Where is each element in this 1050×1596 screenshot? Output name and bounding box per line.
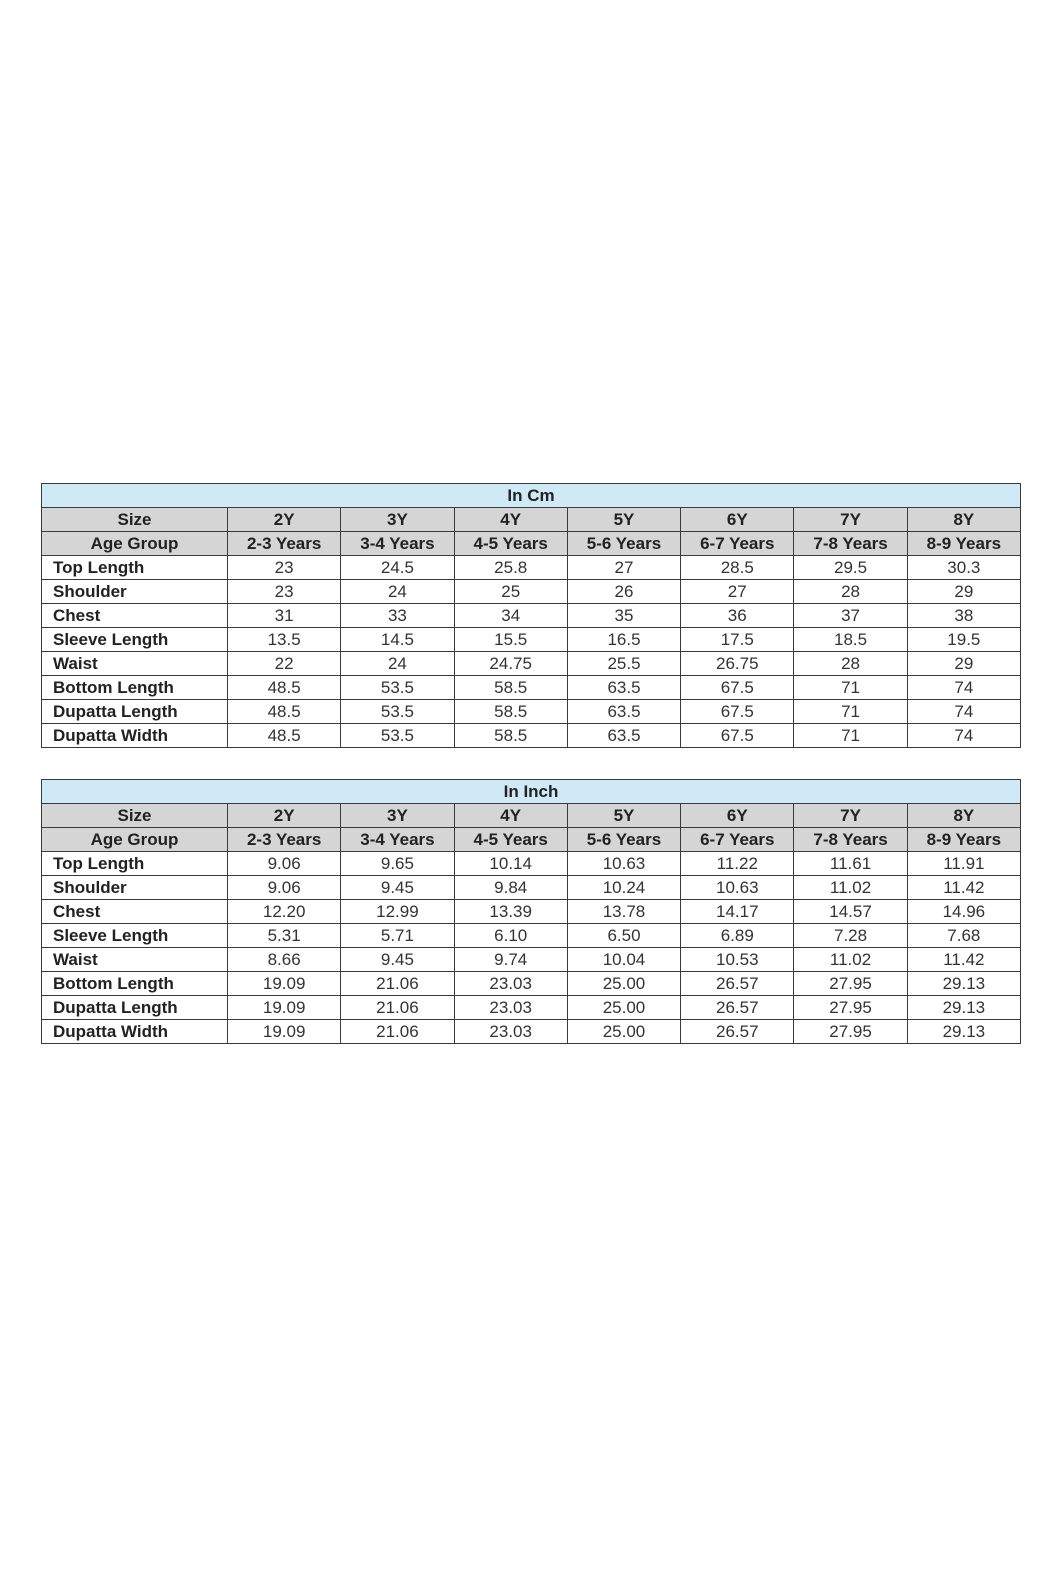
measurement-value: 25.5 xyxy=(567,652,680,676)
measurement-value: 9.06 xyxy=(228,852,341,876)
measurement-value: 15.5 xyxy=(454,628,567,652)
measurement-value: 14.57 xyxy=(794,900,907,924)
measurement-label: Bottom Length xyxy=(42,676,228,700)
measurement-value: 12.99 xyxy=(341,900,454,924)
measurement-value: 22 xyxy=(228,652,341,676)
measurement-value: 48.5 xyxy=(228,724,341,748)
measurement-value: 58.5 xyxy=(454,700,567,724)
table-row xyxy=(42,652,1021,676)
measurement-value: 23 xyxy=(228,556,341,580)
measurement-value: 67.5 xyxy=(681,724,794,748)
measurement-label: Shoulder xyxy=(42,580,228,604)
age-group-cell: 3-4 Years xyxy=(341,532,454,556)
measurement-value: 24.5 xyxy=(341,556,454,580)
size-header-row xyxy=(42,508,1021,532)
measurement-value: 21.06 xyxy=(341,972,454,996)
size-header-cell: 2Y xyxy=(228,508,341,532)
measurement-value: 19.09 xyxy=(228,972,341,996)
measurement-value: 19.5 xyxy=(907,628,1020,652)
table-title: In Cm xyxy=(42,484,1021,508)
measurement-label: Dupatta Width xyxy=(42,1020,228,1044)
measurement-value: 74 xyxy=(907,676,1020,700)
measurement-value: 38 xyxy=(907,604,1020,628)
measurement-value: 11.02 xyxy=(794,876,907,900)
measurement-value: 23.03 xyxy=(454,972,567,996)
measurement-value: 24 xyxy=(341,652,454,676)
measurement-value: 11.42 xyxy=(907,948,1020,972)
measurement-value: 14.96 xyxy=(907,900,1020,924)
age-group-cell: 4-5 Years xyxy=(454,828,567,852)
table-row xyxy=(42,972,1021,996)
table-row xyxy=(42,900,1021,924)
table-row xyxy=(42,604,1021,628)
measurement-value: 29.13 xyxy=(907,996,1020,1020)
measurement-value: 24.75 xyxy=(454,652,567,676)
size-label: Size xyxy=(42,508,228,532)
measurement-value: 16.5 xyxy=(567,628,680,652)
measurement-label: Dupatta Width xyxy=(42,724,228,748)
measurement-value: 7.68 xyxy=(907,924,1020,948)
measurement-value: 11.42 xyxy=(907,876,1020,900)
measurement-value: 25 xyxy=(454,580,567,604)
table-title: In Inch xyxy=(42,780,1021,804)
table-row xyxy=(42,676,1021,700)
measurement-value: 28 xyxy=(794,580,907,604)
measurement-label: Dupatta Length xyxy=(42,996,228,1020)
measurement-value: 25.00 xyxy=(567,1020,680,1044)
measurement-value: 63.5 xyxy=(567,676,680,700)
measurement-value: 5.31 xyxy=(228,924,341,948)
table-row xyxy=(42,580,1021,604)
age-group-cell: 2-3 Years xyxy=(228,532,341,556)
measurement-value: 67.5 xyxy=(681,700,794,724)
measurement-value: 23 xyxy=(228,580,341,604)
age-group-cell: 7-8 Years xyxy=(794,532,907,556)
measurement-value: 10.63 xyxy=(567,852,680,876)
measurement-value: 29.5 xyxy=(794,556,907,580)
age-group-label: Age Group xyxy=(42,532,228,556)
measurement-value: 35 xyxy=(567,604,680,628)
measurement-value: 8.66 xyxy=(228,948,341,972)
measurement-value: 27.95 xyxy=(794,1020,907,1044)
table-title-row xyxy=(42,780,1021,804)
measurement-value: 25.00 xyxy=(567,996,680,1020)
measurement-value: 19.09 xyxy=(228,996,341,1020)
table-row xyxy=(42,700,1021,724)
measurement-value: 29 xyxy=(907,652,1020,676)
size-header-cell: 8Y xyxy=(907,508,1020,532)
measurement-value: 9.65 xyxy=(341,852,454,876)
size-header-cell: 4Y xyxy=(454,804,567,828)
table-row xyxy=(42,724,1021,748)
measurement-value: 9.45 xyxy=(341,948,454,972)
measurement-value: 11.61 xyxy=(794,852,907,876)
measurement-value: 28.5 xyxy=(681,556,794,580)
measurement-value: 71 xyxy=(794,700,907,724)
table-row xyxy=(42,924,1021,948)
measurement-value: 74 xyxy=(907,724,1020,748)
measurement-value: 14.5 xyxy=(341,628,454,652)
measurement-value: 17.5 xyxy=(681,628,794,652)
measurement-value: 10.04 xyxy=(567,948,680,972)
measurement-label: Bottom Length xyxy=(42,972,228,996)
size-chart-cm xyxy=(41,483,1021,748)
size-chart-inch xyxy=(41,779,1021,1044)
measurement-value: 26.57 xyxy=(681,1020,794,1044)
measurement-value: 11.22 xyxy=(681,852,794,876)
measurement-value: 37 xyxy=(794,604,907,628)
measurement-value: 9.74 xyxy=(454,948,567,972)
measurement-value: 10.24 xyxy=(567,876,680,900)
measurement-value: 48.5 xyxy=(228,700,341,724)
measurement-value: 6.50 xyxy=(567,924,680,948)
size-header-cell: 7Y xyxy=(794,804,907,828)
age-group-cell: 8-9 Years xyxy=(907,828,1020,852)
measurement-label: Dupatta Length xyxy=(42,700,228,724)
measurement-value: 24 xyxy=(341,580,454,604)
measurement-value: 21.06 xyxy=(341,1020,454,1044)
table-row xyxy=(42,852,1021,876)
measurement-value: 53.5 xyxy=(341,700,454,724)
age-group-cell: 6-7 Years xyxy=(681,532,794,556)
size-header-cell: 6Y xyxy=(681,804,794,828)
size-header-cell: 2Y xyxy=(228,804,341,828)
measurement-value: 29 xyxy=(907,580,1020,604)
measurement-value: 12.20 xyxy=(228,900,341,924)
table-row xyxy=(42,628,1021,652)
size-header-cell: 3Y xyxy=(341,508,454,532)
measurement-value: 13.5 xyxy=(228,628,341,652)
table-row xyxy=(42,556,1021,580)
size-header-cell: 6Y xyxy=(681,508,794,532)
measurement-value: 18.5 xyxy=(794,628,907,652)
measurement-value: 30.3 xyxy=(907,556,1020,580)
age-group-cell: 3-4 Years xyxy=(341,828,454,852)
measurement-value: 10.53 xyxy=(681,948,794,972)
measurement-value: 26.57 xyxy=(681,972,794,996)
measurement-label: Waist xyxy=(42,948,228,972)
age-group-cell: 6-7 Years xyxy=(681,828,794,852)
measurement-label: Chest xyxy=(42,604,228,628)
size-label: Size xyxy=(42,804,228,828)
table-row xyxy=(42,876,1021,900)
measurement-value: 21.06 xyxy=(341,996,454,1020)
measurement-value: 23.03 xyxy=(454,996,567,1020)
measurement-value: 26 xyxy=(567,580,680,604)
measurement-value: 27 xyxy=(567,556,680,580)
measurement-label: Top Length xyxy=(42,852,228,876)
measurement-label: Chest xyxy=(42,900,228,924)
measurement-label: Shoulder xyxy=(42,876,228,900)
size-header-row xyxy=(42,804,1021,828)
measurement-value: 9.84 xyxy=(454,876,567,900)
measurement-value: 13.39 xyxy=(454,900,567,924)
measurement-value: 5.71 xyxy=(341,924,454,948)
measurement-value: 25.8 xyxy=(454,556,567,580)
measurement-value: 6.89 xyxy=(681,924,794,948)
size-header-cell: 8Y xyxy=(907,804,1020,828)
age-group-cell: 5-6 Years xyxy=(567,828,680,852)
measurement-value: 29.13 xyxy=(907,972,1020,996)
measurement-value: 29.13 xyxy=(907,1020,1020,1044)
measurement-value: 26.57 xyxy=(681,996,794,1020)
table-row xyxy=(42,948,1021,972)
measurement-value: 7.28 xyxy=(794,924,907,948)
measurement-value: 53.5 xyxy=(341,676,454,700)
age-group-row xyxy=(42,828,1021,852)
size-header-cell: 3Y xyxy=(341,804,454,828)
measurement-value: 58.5 xyxy=(454,676,567,700)
measurement-value: 74 xyxy=(907,700,1020,724)
measurement-label: Sleeve Length xyxy=(42,924,228,948)
age-group-cell: 7-8 Years xyxy=(794,828,907,852)
age-group-cell: 4-5 Years xyxy=(454,532,567,556)
measurement-value: 27.95 xyxy=(794,996,907,1020)
measurement-value: 13.78 xyxy=(567,900,680,924)
measurement-value: 10.63 xyxy=(681,876,794,900)
table-title-row xyxy=(42,484,1021,508)
measurement-value: 27.95 xyxy=(794,972,907,996)
measurement-value: 71 xyxy=(794,676,907,700)
size-header-cell: 5Y xyxy=(567,804,680,828)
size-header-cell: 7Y xyxy=(794,508,907,532)
measurement-value: 63.5 xyxy=(567,700,680,724)
age-group-label: Age Group xyxy=(42,828,228,852)
age-group-cell: 5-6 Years xyxy=(567,532,680,556)
measurement-label: Top Length xyxy=(42,556,228,580)
measurement-label: Sleeve Length xyxy=(42,628,228,652)
size-header-cell: 4Y xyxy=(454,508,567,532)
measurement-value: 36 xyxy=(681,604,794,628)
measurement-value: 71 xyxy=(794,724,907,748)
measurement-value: 26.75 xyxy=(681,652,794,676)
measurement-value: 25.00 xyxy=(567,972,680,996)
size-header-cell: 5Y xyxy=(567,508,680,532)
age-group-row xyxy=(42,532,1021,556)
measurement-value: 19.09 xyxy=(228,1020,341,1044)
measurement-value: 53.5 xyxy=(341,724,454,748)
measurement-value: 9.06 xyxy=(228,876,341,900)
measurement-value: 11.91 xyxy=(907,852,1020,876)
measurement-value: 14.17 xyxy=(681,900,794,924)
table-row xyxy=(42,996,1021,1020)
measurement-value: 34 xyxy=(454,604,567,628)
measurement-value: 9.45 xyxy=(341,876,454,900)
measurement-value: 67.5 xyxy=(681,676,794,700)
measurement-value: 33 xyxy=(341,604,454,628)
measurement-label: Waist xyxy=(42,652,228,676)
measurement-value: 6.10 xyxy=(454,924,567,948)
measurement-value: 28 xyxy=(794,652,907,676)
measurement-value: 11.02 xyxy=(794,948,907,972)
measurement-value: 58.5 xyxy=(454,724,567,748)
measurement-value: 31 xyxy=(228,604,341,628)
age-group-cell: 2-3 Years xyxy=(228,828,341,852)
table-row xyxy=(42,1020,1021,1044)
measurement-value: 63.5 xyxy=(567,724,680,748)
measurement-value: 48.5 xyxy=(228,676,341,700)
measurement-value: 23.03 xyxy=(454,1020,567,1044)
measurement-value: 10.14 xyxy=(454,852,567,876)
measurement-value: 27 xyxy=(681,580,794,604)
age-group-cell: 8-9 Years xyxy=(907,532,1020,556)
